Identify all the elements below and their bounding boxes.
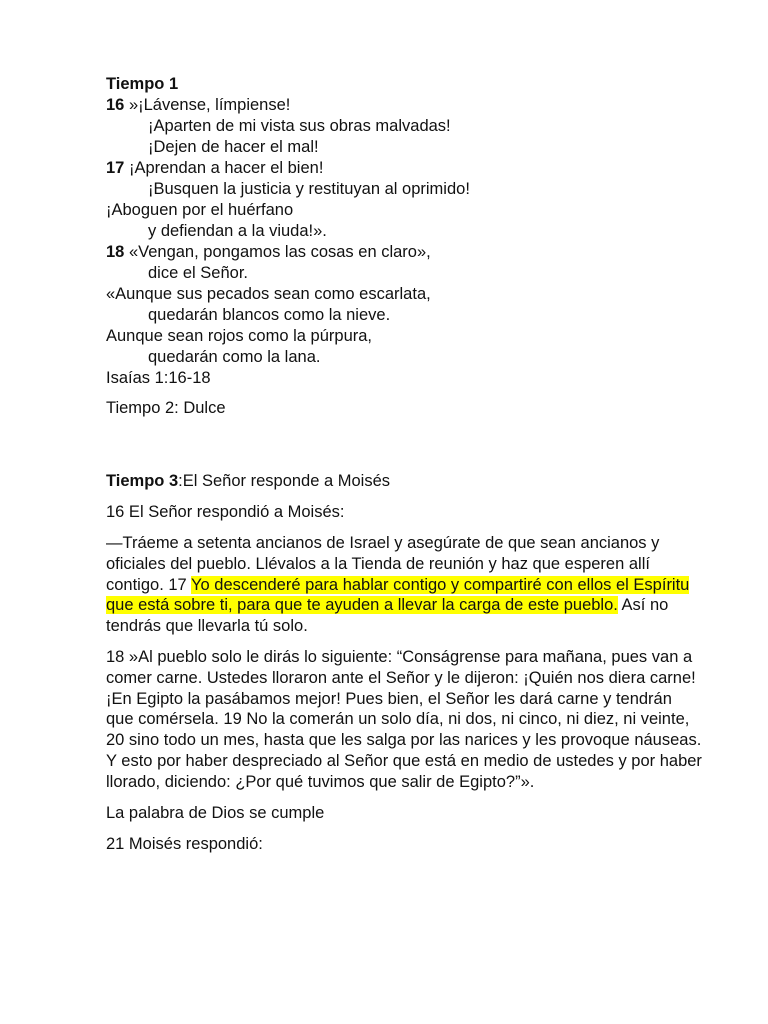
verse-line: y defiendan a la viuda!». [148, 222, 327, 240]
verse-text: »¡Lávense, límpiense! [124, 96, 291, 114]
tiempo3-title: :El Señor responde a Moisés [178, 472, 391, 490]
verse-line: ¡Aboguen por el huérfano [106, 201, 294, 219]
verse-line: ¡Aparten de mi vista sus obras malvadas! [148, 117, 451, 135]
tiempo1-verses [106, 95, 706, 368]
verse-line: «Aunque sus pecados sean como escarlata, [106, 285, 431, 303]
tiempo1-heading: Tiempo 1 [106, 75, 179, 93]
verse-line: ¡Dejen de hacer el mal! [148, 138, 319, 156]
paragraph-text: —Tráeme a setenta ancianos de Israel y asegúrate de que sean ancianos y oficiales del pueblo. Llévalos a la Tienda de reunión y haz que esperen allí contigo. 17 [106, 534, 660, 594]
verse-text: «Vengan, pongamos las cosas en claro», [124, 243, 431, 261]
subheading: La palabra de Dios se cumple [106, 803, 325, 822]
verse-number: 17 [106, 159, 125, 177]
paragraph-verse-16-17 [106, 533, 704, 637]
paragraph-verse-18-20: 18 »Al pueblo solo le dirás lo siguiente: “Conságrense para mañana, pues van a comer carne. Ustedes lloraron ante el Señor y le dijeron: ¡Quién nos diera carne! ¡En Egipto la pasábamos mejor! Pues bien, el Señor les dará carne y tendrán que comérsela. 19 No la comerán un solo día, ni dos, ni cinco, ni diez, ni veinte, 20 sino todo un mes, hasta que les salga por las narices y les provoque náuseas. Y esto por haber despreciado al Señor que está en medio de ustedes y por haber llorado, diciendo: ¿Por qué tuvimos que salir de Egipto?”». [106, 647, 702, 791]
verse-line: quedarán blancos como la nieve. [148, 306, 391, 324]
tiempo3-heading [106, 471, 706, 492]
scripture-reference: Isaías 1:16-18 [106, 369, 211, 387]
verse21-line: 21 Moisés respondió: [106, 834, 263, 853]
verse16-intro: 16 El Señor respondió a Moisés: [106, 503, 345, 521]
verse-line [106, 242, 706, 263]
verse-line: Aunque sean rojos como la púrpura, [106, 327, 372, 345]
verse-line [106, 158, 706, 179]
document-page [106, 74, 706, 855]
highlighted-text: Yo descenderé para hablar contigo y compartiré con ellos el Espíritu que está sobre ti, para que te ayuden a llevar la carga de este pueblo. [106, 575, 690, 615]
paragraph-text: Así no tendrás que llevarla tú solo. [106, 596, 669, 636]
verse-number: 16 [106, 96, 125, 114]
verse-line: quedarán como la lana. [148, 348, 321, 366]
verse-number: 18 [106, 243, 125, 261]
tiempo3-label: Tiempo 3 [106, 472, 179, 490]
verse-text: ¡Aprendan a hacer el bien! [124, 159, 324, 177]
verse-line: dice el Señor. [148, 264, 248, 282]
tiempo2-heading: Tiempo 2: Dulce [106, 399, 226, 417]
verse-line [106, 95, 706, 116]
verse-line: ¡Busquen la justicia y restituyan al oprimido! [148, 180, 470, 198]
